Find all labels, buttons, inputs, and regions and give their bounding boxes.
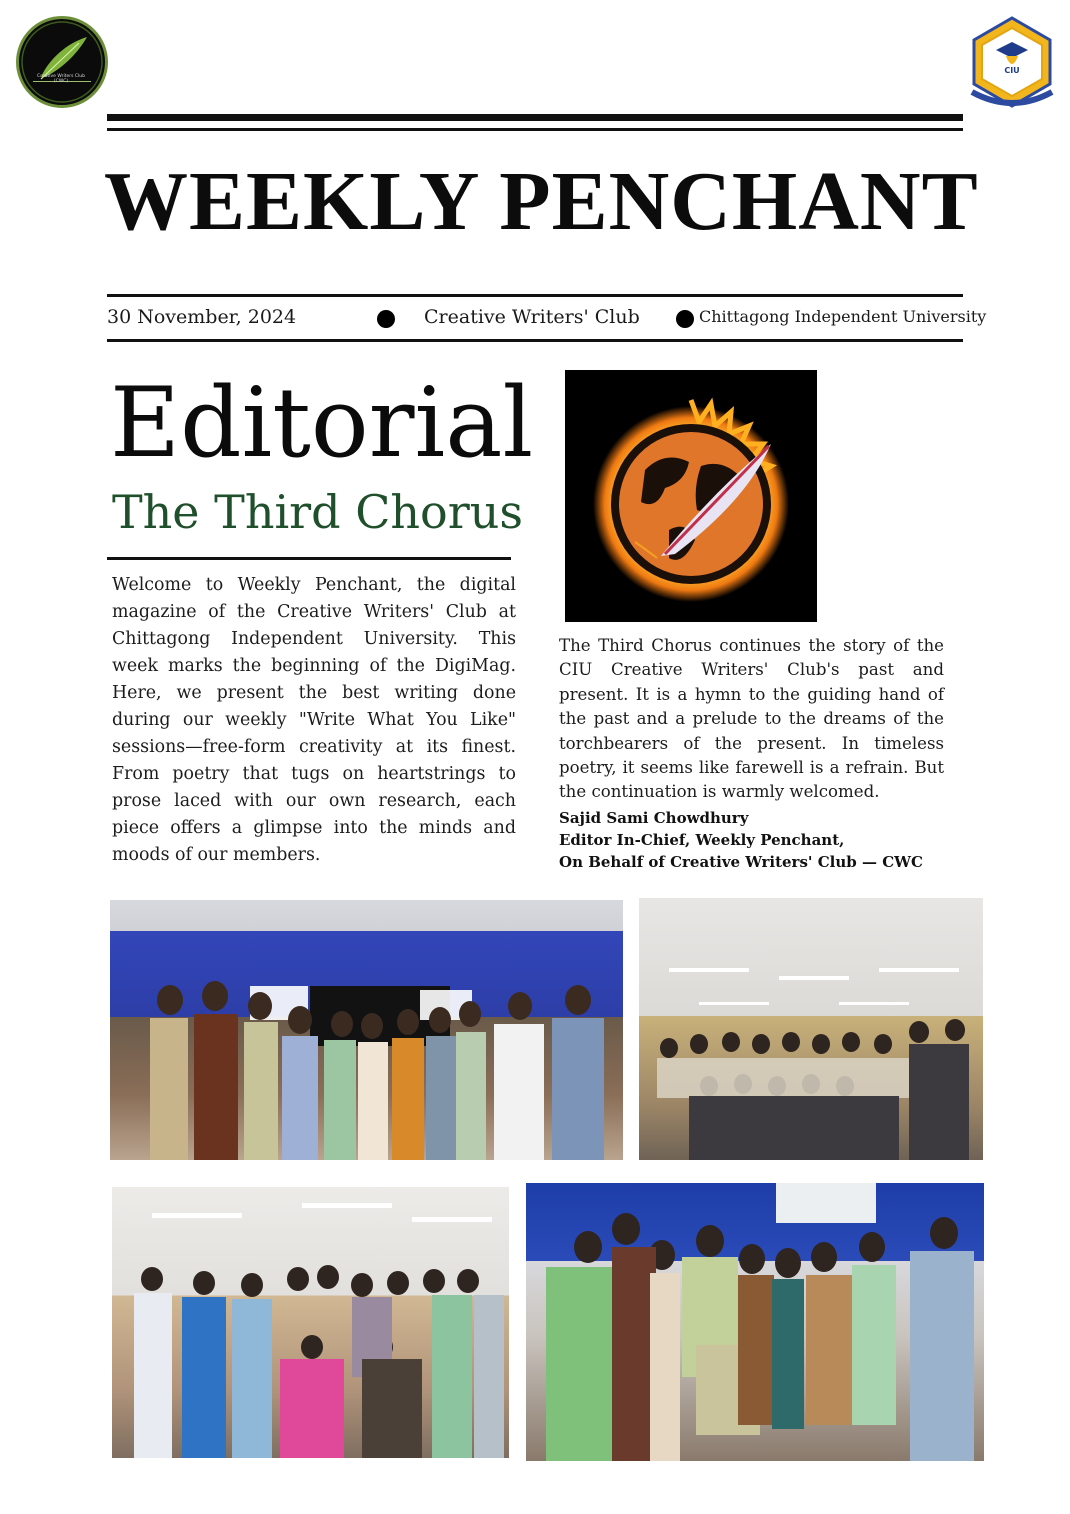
ciu-logo (966, 14, 1058, 110)
info-bar-top-rule (107, 294, 963, 297)
masthead-rule-thick (107, 114, 963, 121)
masthead-rule-thin (107, 128, 963, 131)
bullet-icon (377, 310, 395, 328)
editorial-divider (107, 557, 511, 560)
cwc-logo-caption (18, 74, 104, 84)
masthead-title: WEEKLY PENCHANT (104, 155, 979, 248)
signature-affiliation: On Behalf of Creative Writers' Club — CWC (559, 853, 923, 871)
globe-quill-icon (565, 370, 817, 622)
university-name: Chittagong Independent University (699, 307, 987, 326)
club-name: Creative Writers' Club (424, 306, 640, 328)
group-photo-4 (526, 1183, 984, 1461)
editorial-body: Welcome to Weekly Penchant, the digital magazine of the Creative Writers' Club at Chittagong Independent University. This week marks the beginning of the DigiMag. Here, we present the best writing done during our weekly "Write What You Like" sessions—free-form creativity at its finest. From poetry that tugs on heartstrings to prose laced with our own research, each piece offers a glimpse into the minds and moods of our members. (112, 575, 516, 865)
info-bar-bottom-rule (107, 339, 963, 342)
issue-date: 30 November, 2024 (107, 306, 297, 328)
group-photo-1 (110, 900, 623, 1160)
cwc-logo (16, 16, 108, 108)
signature-name: Sajid Sami Chowdhury (559, 809, 749, 827)
editorial-heading: Editorial (110, 367, 534, 479)
ciu-crest-icon (966, 14, 1058, 110)
cwc-logo-abbr: (CWC) (53, 79, 69, 84)
signature-block (559, 807, 923, 873)
cwc-logo-caption-text: Creative Writers Club (37, 74, 85, 79)
group-photo-2 (639, 898, 983, 1160)
editorial-subtitle: The Third Chorus (112, 485, 523, 539)
quill-icon (19, 19, 105, 105)
globe-quill-artwork (565, 370, 817, 622)
right-column-body: The Third Chorus continues the story of the CIU Creative Writers' Club's past and present. It is a hymn to the guiding hand of the past and a prelude to the dreams of the torchbearers of the present. In timeless poetry, it seems like farewell is a refrain. But the continuation is warmly welcomed. (559, 636, 944, 802)
bullet-icon (676, 310, 694, 328)
signature-role: Editor In-Chief, Weekly Penchant, (559, 831, 845, 849)
ciu-logo-abbr: CIU (1004, 66, 1020, 75)
group-photo-3 (112, 1187, 509, 1458)
